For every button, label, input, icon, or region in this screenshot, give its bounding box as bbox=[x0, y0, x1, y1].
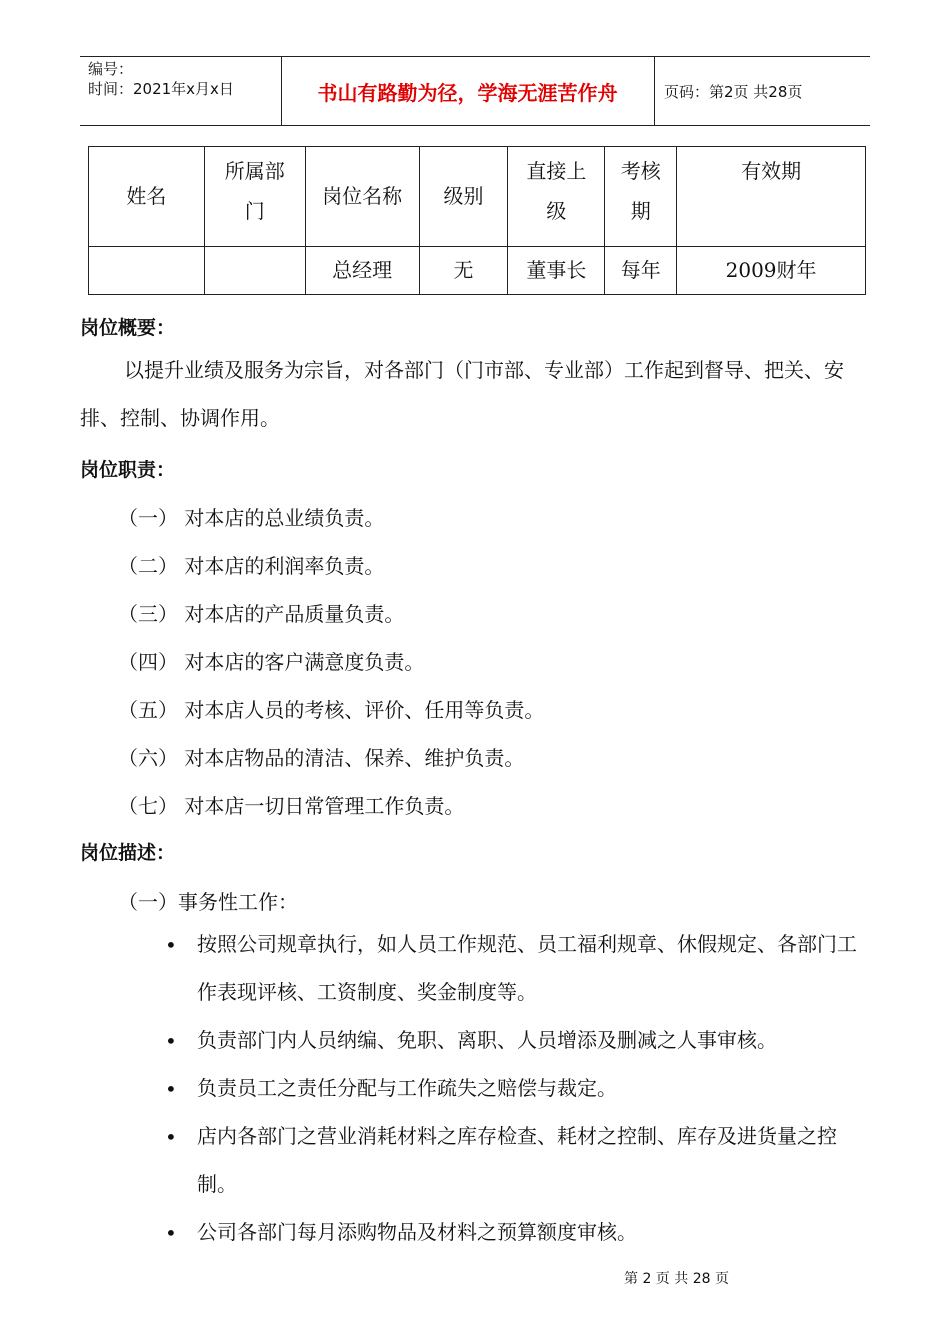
header-cell-superior: 直接上 级 bbox=[508, 147, 605, 247]
header-cell-position: 岗位名称 bbox=[305, 147, 419, 247]
bullet-icon: • bbox=[165, 1221, 177, 1245]
list-item: 按照公司规章执行，如人员工作规范、员工福利规章、休假规定、各部门工作表现评核、工资制度、奖金制度等。 bbox=[197, 932, 857, 1004]
duty-item: （七） 对本店一切日常管理工作负责。 bbox=[118, 794, 465, 818]
bullet-icon: • bbox=[165, 1077, 177, 1101]
duty-item: （二） 对本店的利润率负责。 bbox=[118, 554, 385, 578]
cell-superior: 董事长 bbox=[508, 247, 605, 295]
header-cell-validity: 有效期 bbox=[677, 147, 866, 247]
duty-item: （五） 对本店人员的考核、评价、任用等负责。 bbox=[118, 698, 545, 722]
list-item: 店内各部门之营业消耗材料之库存检查、耗材之控制、库存及进货量之控制。 bbox=[197, 1124, 837, 1196]
cell-position: 总经理 bbox=[305, 247, 419, 295]
duty-item: （三） 对本店的产品质量负责。 bbox=[118, 602, 405, 626]
overview-heading: 岗位概要： bbox=[80, 317, 176, 339]
header-cell-level: 级别 bbox=[419, 147, 508, 247]
header-cell-name: 姓名 bbox=[89, 147, 205, 247]
header-cell-review-period: 考核 期 bbox=[605, 147, 677, 247]
page-header bbox=[80, 56, 870, 126]
cell-name bbox=[89, 247, 205, 295]
time-label: 时间：2021年x月x日 bbox=[88, 80, 234, 98]
table-header-row bbox=[89, 147, 866, 247]
bullet-icon: • bbox=[165, 933, 177, 957]
page-footer: 第 2 页 共 28 页 bbox=[624, 1271, 729, 1287]
list-item: 公司各部门每月添购物品及材料之预算额度审核。 bbox=[197, 1220, 637, 1244]
duty-item: （一） 对本店的总业绩负责。 bbox=[118, 506, 385, 530]
description-subheading: （一）事务性工作： bbox=[118, 890, 298, 914]
header-page-info: 页码：第2页 共28页 bbox=[664, 82, 803, 101]
header-cell-department: 所属部 门 bbox=[204, 147, 305, 247]
cell-review-period: 每年 bbox=[605, 247, 677, 295]
duties-heading: 岗位职责： bbox=[80, 459, 176, 481]
header-motto: 书山有路勤为径，学海无涯苦作舟 bbox=[317, 80, 618, 105]
list-item: 负责员工之责任分配与工作疏失之赔偿与裁定。 bbox=[197, 1076, 617, 1100]
table-row bbox=[89, 247, 866, 295]
duty-item: （六） 对本店物品的清洁、保养、维护负责。 bbox=[118, 746, 525, 770]
bullet-icon: • bbox=[165, 1029, 177, 1053]
overview-text: 以提升业绩及服务为宗旨，对各部门（门市部、专业部）工作起到督导、把关、安排、控制、协调作用。 bbox=[80, 358, 844, 430]
header-divider bbox=[654, 57, 655, 125]
cell-validity: 2009财年 bbox=[677, 247, 866, 295]
description-heading: 岗位描述： bbox=[80, 842, 176, 864]
list-item: 负责部门内人员纳编、免职、离职、人员增添及删减之人事审核。 bbox=[197, 1028, 777, 1052]
duty-item: （四） 对本店的客户满意度负责。 bbox=[118, 650, 425, 674]
cell-department bbox=[204, 247, 305, 295]
bullet-icon: • bbox=[165, 1125, 177, 1149]
number-label: 编号： bbox=[88, 60, 134, 78]
header-meta bbox=[88, 59, 234, 99]
position-info-table bbox=[88, 146, 866, 295]
cell-level: 无 bbox=[419, 247, 508, 295]
